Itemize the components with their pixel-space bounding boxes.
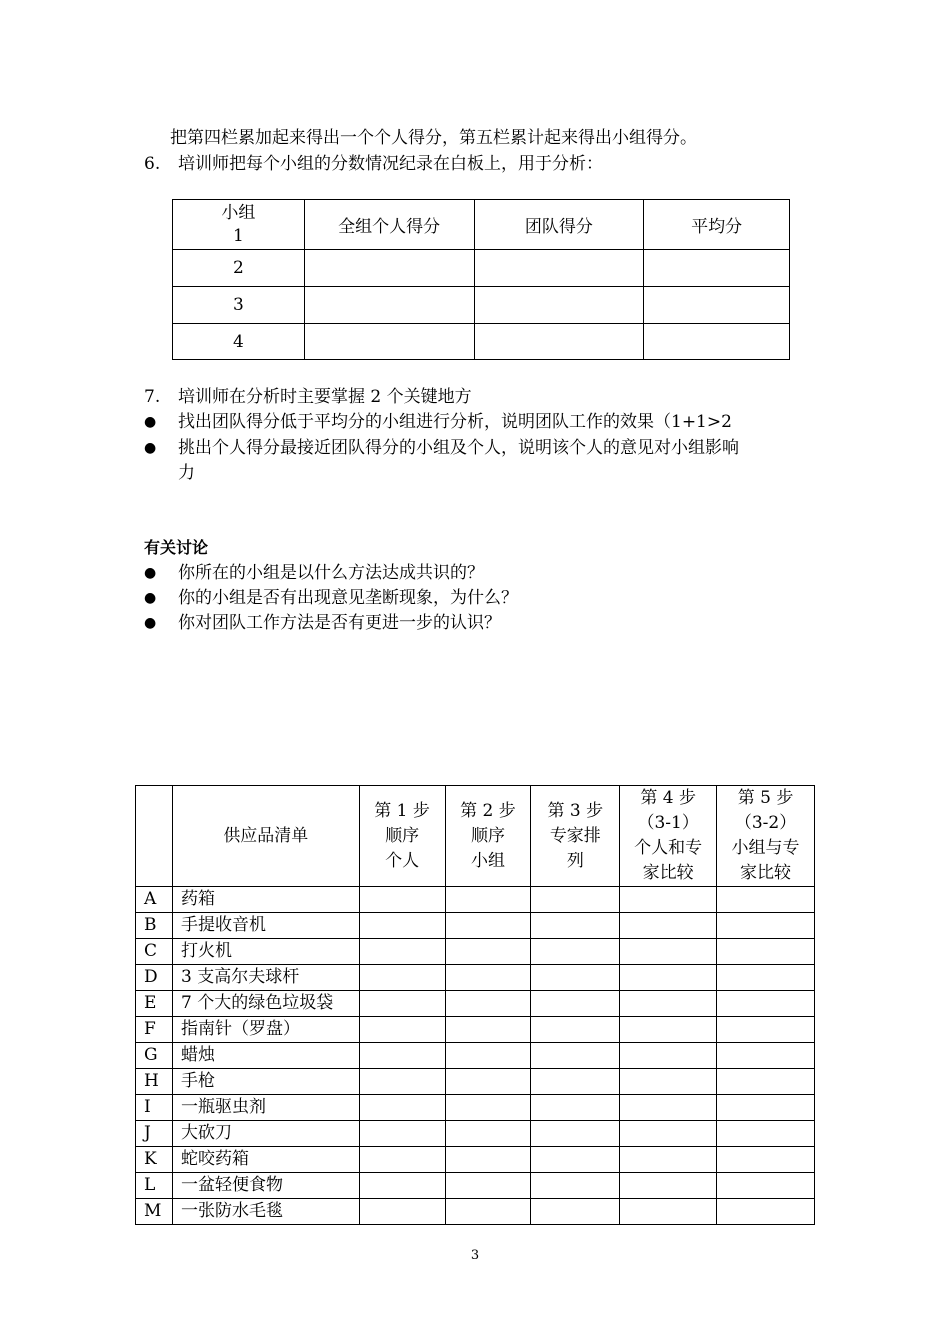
score-cell[interactable] <box>304 287 474 324</box>
step-3-cell[interactable] <box>531 965 620 991</box>
score-cell[interactable] <box>474 324 644 360</box>
supply-item-letter: B <box>136 913 173 939</box>
supply-item-letter: L <box>136 1173 173 1199</box>
supply-row <box>136 1043 815 1069</box>
supply-row <box>136 1095 815 1121</box>
step-4-cell[interactable] <box>620 991 717 1017</box>
step-2-cell[interactable] <box>445 1043 531 1069</box>
supply-item-letter: F <box>136 1017 173 1043</box>
step-2-cell[interactable] <box>445 1017 531 1043</box>
step-3-cell[interactable] <box>531 913 620 939</box>
score-header-individual: 全组个人得分 <box>304 200 474 250</box>
step-5-cell[interactable] <box>717 1147 815 1173</box>
step-1-cell[interactable] <box>359 1095 445 1121</box>
score-cell[interactable] <box>474 287 644 324</box>
supply-item-name: 药箱 <box>172 887 359 913</box>
supply-item-letter: H <box>136 1069 173 1095</box>
step-2-cell[interactable] <box>445 991 531 1017</box>
step-3-cell[interactable] <box>531 1199 620 1225</box>
supply-item-name: 一瓶驱虫剂 <box>172 1095 359 1121</box>
supply-row <box>136 939 815 965</box>
step-4-line: （3-1） <box>637 813 699 833</box>
step-5-cell[interactable] <box>717 1017 815 1043</box>
score-header-group-label: 小组 <box>221 202 256 223</box>
bullet-icon: ● <box>144 590 157 606</box>
step-3-line: 列 <box>566 850 584 871</box>
step-2-cell[interactable] <box>445 887 531 913</box>
discussion-question-text: 你所在的小组是以什么方法达成共识的？ <box>178 563 484 583</box>
step-6 <box>144 152 603 176</box>
discussion-question <box>144 561 484 585</box>
step-1-cell[interactable] <box>359 887 445 913</box>
supply-row <box>136 1121 815 1147</box>
step-4-cell[interactable] <box>620 1043 717 1069</box>
step-4-cell[interactable] <box>620 1095 717 1121</box>
step-5-cell[interactable] <box>717 939 815 965</box>
score-row <box>173 287 790 324</box>
step-2-line: 小组 <box>470 850 505 871</box>
step-3-cell[interactable] <box>531 1147 620 1173</box>
step-3-cell[interactable] <box>531 991 620 1017</box>
step-1-line: 第 1 步 <box>374 800 430 821</box>
step-5-cell[interactable] <box>717 991 815 1017</box>
analysis-point <box>144 436 739 460</box>
step-5-line: 小组与专 <box>731 838 800 858</box>
discussion-question-text: 你对团队工作方法是否有更进一步的认识？ <box>178 613 501 633</box>
score-table-header-row <box>173 200 790 250</box>
step-1-cell[interactable] <box>359 913 445 939</box>
step-7 <box>144 385 472 409</box>
supply-header-step-4 <box>620 786 717 887</box>
step-2-cell[interactable] <box>445 1173 531 1199</box>
score-cell[interactable] <box>474 250 644 287</box>
supply-item-name: 3 支高尔夫球杆 <box>172 965 359 991</box>
supply-row <box>136 887 815 913</box>
step-3-cell[interactable] <box>531 887 620 913</box>
step-4-cell[interactable] <box>620 1173 717 1199</box>
step-3-cell[interactable] <box>531 1173 620 1199</box>
step-4-cell[interactable] <box>620 965 717 991</box>
score-header-group <box>173 200 305 250</box>
discussion-question-text: 你的小组是否有出现意见垄断现象，为什么？ <box>178 588 518 608</box>
step-5-cell[interactable] <box>717 887 815 913</box>
step-2-line: 顺序 <box>470 825 505 846</box>
step-2-cell[interactable] <box>445 1095 531 1121</box>
step-2-cell[interactable] <box>445 939 531 965</box>
supply-item-name: 手枪 <box>172 1069 359 1095</box>
step-6-text: 培训师把每个小组的分数情况纪录在白板上，用于分析： <box>178 154 603 174</box>
step-5-cell[interactable] <box>717 1095 815 1121</box>
page-number: 3 <box>470 1248 480 1263</box>
supply-item-letter: E <box>136 991 173 1017</box>
analysis-point-text: 挑出个人得分最接近团队得分的小组及个人，说明该个人的意见对小组影响 <box>178 438 739 458</box>
score-cell[interactable] <box>644 324 790 360</box>
supply-row <box>136 991 815 1017</box>
step-4-cell[interactable] <box>620 887 717 913</box>
step-2-cell[interactable] <box>445 1121 531 1147</box>
score-group-3: 3 <box>173 287 305 324</box>
supply-item-name: 蛇咬药箱 <box>172 1147 359 1173</box>
discussion-question <box>144 586 518 610</box>
bullet-icon: ● <box>144 615 157 631</box>
supply-item-letter: G <box>136 1043 173 1069</box>
discussion-heading: 有关讨论 <box>144 538 209 557</box>
supply-row <box>136 913 815 939</box>
supply-row <box>136 1069 815 1095</box>
step-2-cell[interactable] <box>445 1199 531 1225</box>
step-4-line: 个人和专 <box>634 838 703 858</box>
step-4-cell[interactable] <box>620 1147 717 1173</box>
supply-row <box>136 1147 815 1173</box>
step-2-cell[interactable] <box>445 913 531 939</box>
step-1-cell[interactable] <box>359 939 445 965</box>
supply-item-letter: I <box>136 1095 173 1121</box>
analysis-point-continuation: 力 <box>178 463 195 483</box>
step-5-cell[interactable] <box>717 1043 815 1069</box>
step-3-cell[interactable] <box>531 1017 620 1043</box>
bullet-icon: ● <box>144 440 157 456</box>
step-5-cell[interactable] <box>717 1121 815 1147</box>
step-4-line: 家比较 <box>642 863 694 883</box>
step-3-cell[interactable] <box>531 1043 620 1069</box>
step-6-number: 6. <box>144 154 161 174</box>
step-4-cell[interactable] <box>620 1069 717 1095</box>
step-1-cell[interactable] <box>359 1173 445 1199</box>
step-3-cell[interactable] <box>531 1095 620 1121</box>
supply-header-step-5 <box>717 786 815 887</box>
supply-header-list: 供应品清单 <box>172 786 359 887</box>
score-row <box>173 250 790 287</box>
score-row <box>173 324 790 360</box>
step-1-cell[interactable] <box>359 1199 445 1225</box>
supply-row <box>136 1199 815 1225</box>
supply-row <box>136 1173 815 1199</box>
supply-header-step-1 <box>359 786 445 887</box>
step-4-cell[interactable] <box>620 1017 717 1043</box>
supply-table <box>135 785 815 1225</box>
analysis-point <box>144 410 732 434</box>
supply-item-letter: A <box>136 887 173 913</box>
step-4-cell[interactable] <box>620 913 717 939</box>
supply-item-name: 打火机 <box>172 939 359 965</box>
step-5-cell[interactable] <box>717 1069 815 1095</box>
step-1-cell[interactable] <box>359 991 445 1017</box>
score-group-4: 4 <box>173 324 305 360</box>
step-2-cell[interactable] <box>445 1069 531 1095</box>
step-1-cell[interactable] <box>359 1147 445 1173</box>
step-1-line: 个人 <box>385 850 420 871</box>
discussion-question <box>144 611 501 635</box>
supply-item-letter: C <box>136 939 173 965</box>
supply-table-header-row <box>136 786 815 887</box>
step-5-line: （3-2） <box>734 813 797 833</box>
step-5-line: 家比较 <box>740 863 792 883</box>
step-3-cell[interactable] <box>531 939 620 965</box>
step-1-cell[interactable] <box>359 965 445 991</box>
analysis-point-text: 找出团队得分低于平均分的小组进行分析，说明团队工作的效果（1+1>2 <box>178 412 732 432</box>
step-5-cell[interactable] <box>717 965 815 991</box>
supply-item-name: 大砍刀 <box>172 1121 359 1147</box>
step-1-cell[interactable] <box>359 1069 445 1095</box>
step-7-text: 培训师在分析时主要掌握 2 个关键地方 <box>178 387 472 407</box>
supply-item-name: 一张防水毛毯 <box>172 1199 359 1225</box>
step-5-cell[interactable] <box>717 913 815 939</box>
step-3-cell[interactable] <box>531 1069 620 1095</box>
score-cell[interactable] <box>304 250 474 287</box>
step-1-cell[interactable] <box>359 1017 445 1043</box>
supply-item-name: 一盆轻便食物 <box>172 1173 359 1199</box>
supply-header-step-3 <box>531 786 620 887</box>
step-1-line: 顺序 <box>385 825 420 846</box>
step-2-cell[interactable] <box>445 1147 531 1173</box>
step-1-cell[interactable] <box>359 1043 445 1069</box>
step-2-cell[interactable] <box>445 965 531 991</box>
score-header-average: 平均分 <box>644 200 790 250</box>
score-cell[interactable] <box>304 324 474 360</box>
score-header-team: 团队得分 <box>474 200 644 250</box>
supply-item-letter: D <box>136 965 173 991</box>
step-4-cell[interactable] <box>620 1121 717 1147</box>
step-2-line: 第 2 步 <box>460 800 516 821</box>
supply-item-letter: J <box>136 1121 173 1147</box>
supply-item-name: 7 个大的绿色垃圾袋 <box>172 991 359 1017</box>
step-4-line: 第 4 步 <box>640 788 696 808</box>
intro-line: 把第四栏累加起来得出一个个人得分，第五栏累计起来得出小组得分。 <box>170 128 697 148</box>
step-3-cell[interactable] <box>531 1121 620 1147</box>
bullet-icon: ● <box>144 414 157 430</box>
bullet-icon: ● <box>144 565 157 581</box>
score-cell[interactable] <box>644 287 790 324</box>
score-group-2: 2 <box>173 250 305 287</box>
supply-row <box>136 1017 815 1043</box>
supply-header-letter <box>136 786 173 887</box>
supply-item-name: 手提收音机 <box>172 913 359 939</box>
step-3-line: 专家排 <box>549 825 601 846</box>
score-table <box>172 199 790 360</box>
step-4-cell[interactable] <box>620 939 717 965</box>
step-3-line: 第 3 步 <box>547 800 604 821</box>
score-cell[interactable] <box>644 250 790 287</box>
supply-item-letter: M <box>136 1199 173 1225</box>
supply-item-name: 指南针（罗盘） <box>172 1017 359 1043</box>
supply-table-body <box>136 887 815 1225</box>
step-1-cell[interactable] <box>359 1121 445 1147</box>
supply-item-name: 蜡烛 <box>172 1043 359 1069</box>
step-7-number: 7. <box>144 387 161 407</box>
supply-header-step-2 <box>445 786 531 887</box>
score-group-1: 1 <box>232 225 244 246</box>
step-4-cell[interactable] <box>620 1199 717 1225</box>
step-5-line: 第 5 步 <box>737 788 794 808</box>
step-5-cell[interactable] <box>717 1199 815 1225</box>
supply-item-letter: K <box>136 1147 173 1173</box>
supply-row <box>136 965 815 991</box>
step-5-cell[interactable] <box>717 1173 815 1199</box>
